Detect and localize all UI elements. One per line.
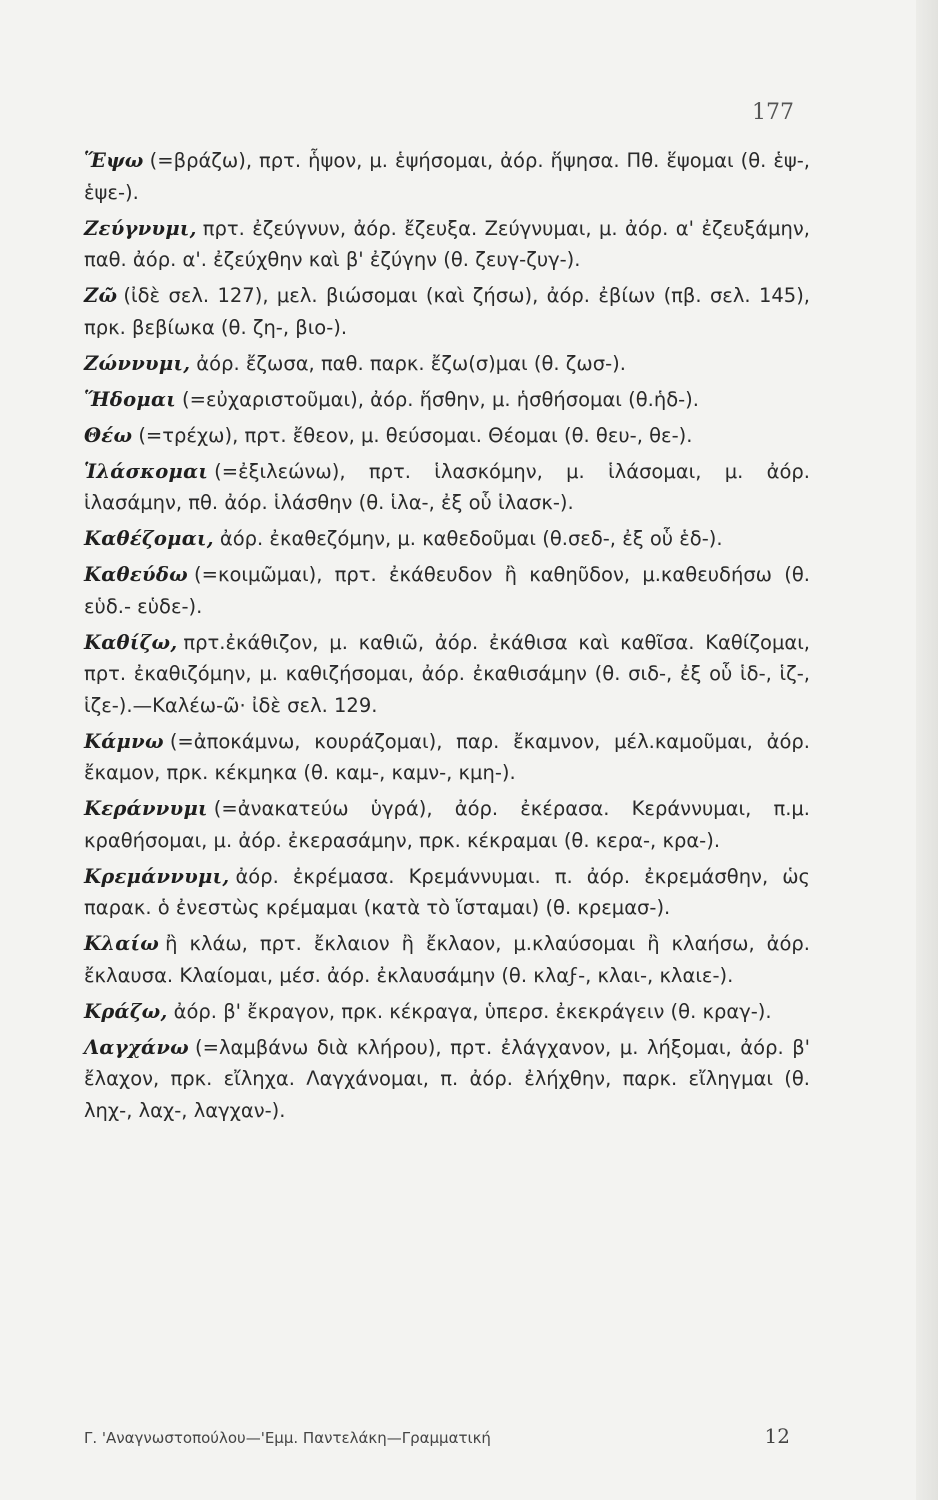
verb-list (84, 145, 810, 1131)
verb-lemma: Κλαίω (84, 932, 160, 955)
verb-forms: πρτ. ἐζεύγνυν, ἀόρ. ἔζευξα. Ζεύγνυμαι, μ. ἀόρ. α' ἐζευξάμην, παθ. ἀόρ. α'. ἐζεύχθην καὶ β' ἐζύγην (θ. ζευγ-ζυγ-). (84, 216, 810, 271)
verb-entry (84, 996, 810, 1028)
verb-entry (84, 627, 810, 722)
verb-forms: (=κοιμῶμαι), πρτ. ἐκάθευδον ἢ καθηῦδον, μ.καθευδήσω (θ. εὑδ.- εὑδε-). (84, 563, 810, 618)
verb-lemma: Ἕψω (84, 149, 144, 172)
verb-forms: (=εὐχαριστοῦμαι), ἀόρ. ἥσθην, μ. ἡσθήσομαι (θ.ἡδ-). (182, 387, 699, 411)
verb-entry (84, 523, 810, 555)
verb-entry (84, 145, 810, 208)
verb-forms: (=ἀποκάμνω, κουράζομαι), παρ. ἔκαμνον, μέλ.καμοῦμαι, ἀόρ. ἔκαμον, πρκ. κέκμηκα (θ. καμ-, καμν-, κμη-). (84, 729, 810, 784)
verb-entry (84, 726, 810, 789)
verb-forms: (=βράζω), πρτ. ἧψον, μ. ἑψήσομαι, ἀόρ. ἥψησα. Πθ. ἕψομαι (θ. ἑψ-, ἑψε-). (84, 149, 810, 204)
verb-forms: (=λαμβάνω διὰ κλήρου), πρτ. ἐλάγχανον, μ. λήξομαι, ἀόρ. β' ἔλαχον, πρκ. εἴληχα. Λαγχάνομαι, π. ἀόρ. ἐλήχθην, παρκ. εἴληγμαι (θ. ληχ-, λαχ-, λαγχαν-). (84, 1035, 810, 1122)
verb-lemma: Καθέζομαι, (84, 527, 214, 550)
verb-forms: (=τρέχω), πρτ. ἔθεον, μ. θεύσομαι. Θέομαι (θ. θευ-, θε-). (138, 423, 693, 447)
verb-entry (84, 456, 810, 519)
verb-forms: ἀόρ. β' ἔκραγον, πρκ. κέκραγα, ὑπερσ. ἐκεκράγειν (θ. κραγ-). (173, 999, 772, 1023)
verb-forms: (=ἀνακατεύω ὑγρά), ἀόρ. ἐκέρασα. Κεράννυμαι, π.μ. κραθήσομαι, μ. ἀόρ. ἐκερασάμην, πρκ. κέκραμαι (θ. κερα-, κρα-). (84, 797, 810, 852)
verb-lemma: Κάμνω (84, 729, 164, 753)
verb-forms: (ἰδὲ σελ. 127), μελ. βιώσομαι (καὶ ζήσω), ἀόρ. ἐβίων (πβ. σελ. 145), πρκ. βεβίωκα (θ. ζη-, βιο-). (84, 284, 810, 339)
verb-lemma: Κράζω, (84, 999, 168, 1023)
verb-entry (84, 861, 810, 924)
footer-attribution: Γ. 'Αναγνωστοπούλου—'Εμμ. Παντελάκη—Γραμματική (84, 1429, 491, 1447)
verb-forms: πρτ.ἐκάθιζον, μ. καθιῶ, ἀόρ. ἐκάθισα καὶ καθῖσα. Καθίζομαι, πρτ. ἐκαθιζόμην, μ. καθιζήσομαι, ἀόρ. ἐκαθισάμην (θ. σιδ-, ἐξ οὗ ἱδ-, ἱζ-, ἱζε-).—Καλέω-ῶ· ἰδὲ σελ. 129. (84, 630, 810, 717)
verb-lemma: Ἥδομαι (84, 387, 177, 411)
verb-lemma: Καθίζω, (84, 630, 178, 654)
page-footer (84, 1424, 790, 1448)
verb-forms: (=ἐξιλεώνω), πρτ. ἱλασκόμην, μ. ἱλάσομαι, μ. ἀόρ. ἱλασάμην, πθ. ἀόρ. ἱλάσθην (θ. ἱλα-, ἐξ οὗ ἱλασκ-). (84, 459, 810, 514)
verb-forms: ἀόρ. ἐκαθεζόμην, μ. καθεδοῦμαι (θ.σεδ-, ἐξ οὗ ἑδ-). (219, 527, 723, 550)
verb-lemma: Ζεύγνυμι, (84, 216, 197, 240)
verb-lemma: Ζώννυμι, (84, 351, 191, 375)
page-number: 177 (752, 100, 794, 125)
verb-forms: ἀόρ. ἔζωσα, παθ. παρκ. ἔζω(σ)μαι (θ. ζωσ-). (196, 351, 626, 375)
verb-lemma: Λαγχάνω (84, 1035, 190, 1059)
verb-entry (84, 793, 810, 856)
verb-forms: ἀόρ. ἐκρέμασα. Κρεμάννυμαι. π. ἀόρ. ἐκρεμάσθην, ὡς παρακ. ὁ ἐνεστὼς κρέμαμαι (κατὰ τὸ ἵσταμαι) (θ. κρεμασ-). (84, 864, 810, 919)
verb-entry (84, 348, 810, 380)
signature-number: 12 (764, 1424, 790, 1448)
verb-entry (84, 420, 810, 452)
verb-lemma: Ζῶ (84, 284, 118, 307)
verb-entry (84, 213, 810, 276)
verb-lemma: Θέω (84, 423, 133, 447)
verb-lemma: Ἱλάσκομαι (84, 459, 209, 483)
page-edge (916, 0, 938, 1500)
verb-entry (84, 384, 810, 416)
verb-lemma: Καθεύδω (84, 563, 189, 586)
verb-lemma: Κρεμάννυμι, (84, 864, 230, 888)
verb-entry (84, 559, 810, 622)
verb-entry (84, 280, 810, 343)
verb-forms: ἢ κλάω, πρτ. ἔκλαιον ἢ ἔκλαον, μ.κλαύσομαι ἢ κλαήσω, ἀόρ. ἔκλαυσα. Κλαίομαι, μέσ. ἀόρ. ἐκλαυσάμην (θ. κλαϝ-, κλαι-, κλαιε-). (84, 932, 810, 987)
verb-lemma: Κεράννυμι (84, 797, 208, 820)
verb-entry (84, 1032, 810, 1127)
verb-entry (84, 928, 810, 991)
